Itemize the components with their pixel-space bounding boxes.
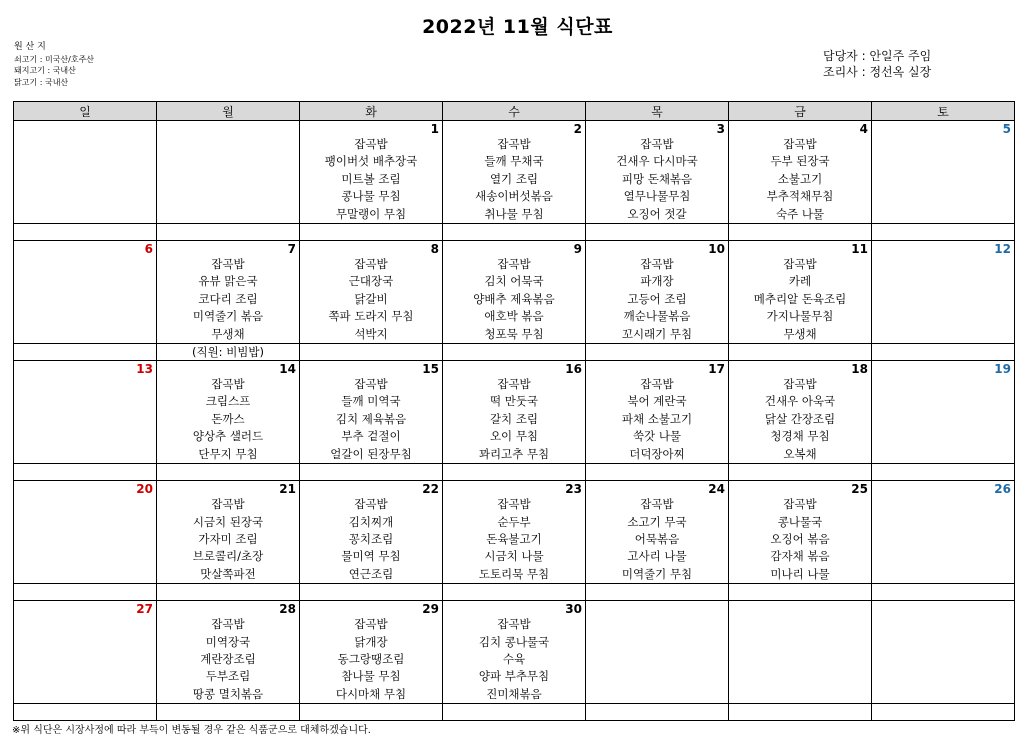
menu-item: 잡곡밥 <box>354 377 388 392</box>
menu-item: 잡곡밥 <box>354 617 388 632</box>
menu-item: 잡곡밥 <box>497 137 531 151</box>
day-number: 20 <box>136 482 153 497</box>
menu-item: 계란장조림 <box>200 651 256 666</box>
menu-item: 잡곡밥 <box>497 617 531 632</box>
note-cell <box>729 464 872 481</box>
note-cell <box>300 344 443 361</box>
note-cell <box>872 584 1015 601</box>
menu-item: 연근조림 <box>348 566 394 581</box>
menu-list <box>300 256 442 343</box>
day-number: 28 <box>279 602 296 617</box>
day-cell <box>443 481 586 584</box>
menu-list <box>300 496 442 583</box>
menu-item: 쑥갓 나물 <box>632 429 682 444</box>
note-cell <box>300 584 443 601</box>
week-row <box>14 601 1015 704</box>
menu-item: 잡곡밥 <box>497 377 531 392</box>
day-cell <box>300 361 443 464</box>
note-cell <box>157 704 300 721</box>
day-number: 24 <box>708 482 725 497</box>
menu-list <box>157 496 299 583</box>
origin-heading: 원 산 지 <box>14 42 46 52</box>
note-cell <box>443 344 586 361</box>
day-number: 7 <box>287 242 296 257</box>
calendar-body <box>14 121 1015 721</box>
menu-item: 어묵볶음 <box>634 531 680 546</box>
week-row <box>14 121 1015 224</box>
menu-list <box>586 376 728 463</box>
menu-item: 잡곡밥 <box>640 497 674 512</box>
menu-item: 무생채 <box>783 326 817 341</box>
menu-item: 근대장국 <box>348 274 394 289</box>
menu-item: 고사리 나물 <box>627 549 687 564</box>
menu-item: 카레 <box>788 274 812 289</box>
menu-item: 양파 부추무침 <box>478 669 550 684</box>
menu-list <box>729 136 871 223</box>
menu-item: 쪽파 도라지 무침 <box>328 309 414 324</box>
day-number: 12 <box>994 242 1011 257</box>
menu-item: 미역줄기 볶음 <box>192 309 264 324</box>
menu-item: 코다리 조림 <box>198 291 258 306</box>
menu-item: 콩나물 무침 <box>341 189 401 204</box>
menu-item: 감자채 볶음 <box>770 549 830 564</box>
weekday-header: 월 <box>157 102 300 121</box>
menu-item: 잡곡밥 <box>783 497 817 512</box>
day-cell <box>729 241 872 344</box>
menu-list <box>443 616 585 703</box>
menu-item: 들깨 무채국 <box>484 154 544 169</box>
menu-item: 들깨 미역국 <box>341 394 401 409</box>
menu-item: 크림스프 <box>205 394 251 409</box>
menu-item: 열무나물무침 <box>623 189 691 204</box>
day-cell <box>872 481 1015 584</box>
menu-item: 건새우 다시마국 <box>616 154 698 169</box>
note-cell <box>729 704 872 721</box>
menu-item: 양상추 샐러드 <box>192 429 264 444</box>
note-row <box>14 584 1015 601</box>
menu-list <box>157 376 299 463</box>
menu-list <box>729 256 871 343</box>
menu-item: 양배추 제육볶음 <box>473 291 555 306</box>
menu-item: 김치 어묵국 <box>484 274 544 289</box>
day-number: 30 <box>565 602 582 617</box>
menu-item: 단무지 무침 <box>198 446 258 461</box>
menu-item: 시금치 나물 <box>484 549 544 564</box>
note-cell <box>14 344 157 361</box>
menu-item: 땅콩 멸치볶음 <box>192 686 264 701</box>
day-number: 15 <box>422 362 439 377</box>
note-cell <box>872 464 1015 481</box>
menu-item: 청경채 무침 <box>770 429 830 444</box>
weekday-header-row <box>14 102 1015 121</box>
day-number: 23 <box>565 482 582 497</box>
weekday-header: 목 <box>586 102 729 121</box>
menu-item: 오복채 <box>783 446 817 461</box>
note-cell <box>157 464 300 481</box>
menu-item: 동그랑땡조림 <box>337 651 405 666</box>
note-cell <box>586 704 729 721</box>
weekday-header: 일 <box>14 102 157 121</box>
day-cell <box>586 241 729 344</box>
menu-list <box>586 256 728 343</box>
menu-item: 물미역 무침 <box>341 549 401 564</box>
day-number <box>729 601 871 616</box>
day-cell <box>14 361 157 464</box>
menu-item: 청포묵 무침 <box>484 326 544 341</box>
day-number: 13 <box>136 362 153 377</box>
note-cell <box>14 704 157 721</box>
menu-item: 순두부 <box>497 514 531 529</box>
menu-item: 열기 조림 <box>489 171 539 186</box>
day-cell <box>872 121 1015 224</box>
week-row <box>14 241 1015 344</box>
note-row <box>14 704 1015 721</box>
menu-item: 잡곡밥 <box>783 137 817 151</box>
menu-item: 석박지 <box>354 326 388 341</box>
menu-item: 잡곡밥 <box>497 497 531 512</box>
meal-calendar <box>13 101 1015 721</box>
origin-line: 쇠고기 : 미국산/호주산 <box>14 54 95 64</box>
day-number: 17 <box>708 362 725 377</box>
staff-info <box>823 48 931 80</box>
menu-item: 애호박 볶음 <box>484 309 544 324</box>
day-number: 2 <box>573 122 582 136</box>
day-cell <box>729 601 872 704</box>
menu-item: 잡곡밥 <box>354 497 388 512</box>
menu-item: 팽이버섯 배추장국 <box>324 154 418 169</box>
menu-item: 김치 제육볶음 <box>335 411 407 426</box>
menu-item: 파개장 <box>640 274 674 289</box>
note-cell <box>586 224 729 241</box>
day-cell <box>729 481 872 584</box>
menu-item: 진미채볶음 <box>486 686 542 701</box>
day-cell <box>729 121 872 224</box>
menu-item: 갈치 조림 <box>489 411 539 426</box>
day-number: 22 <box>422 482 439 497</box>
menu-item: 돈육불고기 <box>486 531 542 546</box>
menu-list <box>729 376 871 463</box>
menu-list <box>443 496 585 583</box>
note-cell <box>14 584 157 601</box>
menu-item: 북어 계란국 <box>627 394 687 409</box>
menu-list <box>729 496 871 583</box>
day-cell <box>443 121 586 224</box>
note-cell <box>300 464 443 481</box>
day-number: 9 <box>573 242 582 257</box>
note-cell <box>586 344 729 361</box>
day-cell <box>443 601 586 704</box>
day-cell <box>586 361 729 464</box>
note-cell <box>443 224 586 241</box>
menu-item: 숙주 나물 <box>775 206 825 221</box>
note-cell <box>872 704 1015 721</box>
menu-item: 무말랭이 무침 <box>335 206 407 221</box>
note-cell <box>157 224 300 241</box>
menu-list <box>300 136 442 223</box>
note-cell: (직원: 비빔밥) <box>157 344 300 361</box>
day-cell <box>157 601 300 704</box>
menu-item: 두부조림 <box>205 669 251 684</box>
menu-item: 더덕장아찌 <box>629 446 685 461</box>
menu-item: 김치찌개 <box>348 514 394 529</box>
day-number: 21 <box>279 482 296 497</box>
note-cell <box>729 584 872 601</box>
day-cell <box>872 601 1015 704</box>
day-number: 25 <box>851 482 868 497</box>
day-cell <box>14 241 157 344</box>
menu-item: 무생채 <box>211 326 245 341</box>
day-number: 14 <box>279 362 296 377</box>
day-cell <box>157 241 300 344</box>
menu-item: 닭개장 <box>354 634 388 649</box>
week-row <box>14 481 1015 584</box>
menu-item: 소불고기 <box>777 171 823 186</box>
day-cell <box>300 481 443 584</box>
menu-item: 오징어 젓갈 <box>627 206 687 221</box>
menu-item: 미역장국 <box>205 634 251 649</box>
menu-item: 파채 소불고기 <box>621 411 693 426</box>
day-number: 10 <box>708 242 725 257</box>
menu-item: 소고기 무국 <box>627 514 687 529</box>
menu-item: 미트볼 조림 <box>341 171 401 186</box>
menu-item: 가지나물무침 <box>766 309 834 324</box>
day-cell <box>586 481 729 584</box>
note-row <box>14 224 1015 241</box>
day-cell <box>443 361 586 464</box>
day-number <box>872 601 1014 616</box>
menu-list <box>300 376 442 463</box>
day-cell <box>14 121 157 224</box>
menu-list <box>586 136 728 223</box>
note-cell <box>586 584 729 601</box>
menu-item: 잡곡밥 <box>211 377 245 392</box>
menu-list <box>300 616 442 703</box>
weekday-header: 토 <box>872 102 1015 121</box>
menu-item: 깨순나물볶음 <box>623 309 691 324</box>
manager-name: 담당자 : 안일주 주임 <box>823 49 932 63</box>
menu-item: 유뷰 맑은국 <box>198 274 258 289</box>
weekday-header: 금 <box>729 102 872 121</box>
menu-item: 잡곡밥 <box>640 377 674 392</box>
day-number: 6 <box>144 242 153 257</box>
note-row <box>14 344 1015 361</box>
note-cell <box>443 464 586 481</box>
day-cell <box>157 361 300 464</box>
menu-item: 미역줄기 무침 <box>621 566 693 581</box>
menu-item: 시금치 된장국 <box>192 514 264 529</box>
day-cell <box>14 481 157 584</box>
cook-name: 조리사 : 정선옥 실장 <box>823 65 932 79</box>
menu-item: 도토리묵 무침 <box>478 566 550 581</box>
note-cell <box>729 224 872 241</box>
menu-item: 잡곡밥 <box>783 377 817 392</box>
menu-list <box>157 616 299 703</box>
menu-item: 가자미 조림 <box>198 531 258 546</box>
menu-item: 브로콜리/초장 <box>192 549 264 564</box>
menu-item: 꼬시래기 무침 <box>621 326 693 341</box>
menu-item: 메추리알 돈육조림 <box>753 291 847 306</box>
note-cell <box>586 464 729 481</box>
day-cell <box>300 601 443 704</box>
day-cell <box>300 241 443 344</box>
menu-item: 취나물 무침 <box>484 206 544 221</box>
note-row <box>14 464 1015 481</box>
menu-item: 잡곡밥 <box>211 257 245 272</box>
menu-item: 맛살쪽파전 <box>200 566 256 581</box>
menu-item: 부추 겉절이 <box>341 429 401 444</box>
day-number: 8 <box>430 242 439 257</box>
menu-list <box>586 496 728 583</box>
menu-item: 미나리 나물 <box>770 566 830 581</box>
day-number: 3 <box>716 122 725 136</box>
note-cell <box>729 344 872 361</box>
menu-item: 꽁치조림 <box>348 531 394 546</box>
weekday-header: 수 <box>443 102 586 121</box>
note-cell <box>443 584 586 601</box>
day-cell <box>300 121 443 224</box>
menu-item: 잡곡밥 <box>640 257 674 272</box>
day-number <box>586 601 728 616</box>
note-cell <box>443 704 586 721</box>
menu-item: 얼갈이 된장무침 <box>330 446 412 461</box>
note-cell <box>872 224 1015 241</box>
day-number: 16 <box>565 362 582 377</box>
menu-item: 오징어 볶음 <box>770 531 830 546</box>
origin-line: 돼지고기 : 국내산 <box>14 66 76 75</box>
note-cell <box>300 224 443 241</box>
weekday-header: 화 <box>300 102 443 121</box>
menu-list <box>443 376 585 463</box>
note-cell <box>14 464 157 481</box>
note-cell <box>14 224 157 241</box>
day-number: 18 <box>851 362 868 377</box>
week-row <box>14 361 1015 464</box>
day-cell <box>586 601 729 704</box>
menu-item: 잡곡밥 <box>783 257 817 272</box>
menu-item: 새송이버섯볶음 <box>475 189 553 204</box>
menu-item: 두부 된장국 <box>770 154 830 169</box>
menu-item: 부추적채무침 <box>766 189 834 204</box>
note-cell <box>157 584 300 601</box>
day-cell <box>14 601 157 704</box>
menu-item: 닭갈비 <box>354 291 388 306</box>
menu-item: 참나물 무침 <box>341 669 401 684</box>
menu-list <box>443 136 585 223</box>
page-title: 2022년 11월 식단표 <box>422 16 613 38</box>
menu-item: 꽈리고추 무침 <box>478 446 550 461</box>
day-cell <box>443 241 586 344</box>
day-number: 27 <box>136 602 153 617</box>
menu-item: 잡곡밥 <box>211 497 245 512</box>
menu-item: 다시마채 무침 <box>335 686 407 701</box>
origin-info <box>14 42 94 88</box>
menu-item: 잡곡밥 <box>354 137 388 151</box>
menu-item: 닭살 간장조림 <box>764 411 836 426</box>
menu-item: 잡곡밥 <box>211 617 245 632</box>
day-number: 26 <box>994 482 1011 497</box>
menu-item: 잡곡밥 <box>354 257 388 272</box>
day-cell <box>157 481 300 584</box>
menu-item: 콩나물국 <box>777 514 823 529</box>
menu-item: 잡곡밥 <box>497 257 531 272</box>
origin-line: 닭고기 : 국내산 <box>14 77 69 87</box>
menu-list <box>443 256 585 343</box>
day-cell <box>872 241 1015 344</box>
menu-item: 고등어 조림 <box>627 291 687 306</box>
day-cell <box>729 361 872 464</box>
day-cell <box>586 121 729 224</box>
day-cell <box>157 121 300 224</box>
note-cell <box>872 344 1015 361</box>
day-number: 4 <box>859 122 868 136</box>
menu-item: 잡곡밥 <box>640 137 674 151</box>
day-number: 1 <box>430 122 439 136</box>
menu-item: 김치 콩나물국 <box>478 634 550 649</box>
note-cell <box>300 704 443 721</box>
menu-item: 수육 <box>502 651 526 666</box>
footnote: ※위 식단은 시장사정에 따라 부득이 변동될 경우 같은 식품군으로 대체하겠습니다. <box>12 725 371 736</box>
menu-item: 오이 무침 <box>489 429 539 444</box>
day-number <box>14 121 156 136</box>
menu-item: 피망 돈채볶음 <box>621 171 693 186</box>
day-number: 5 <box>1002 122 1011 136</box>
day-number: 19 <box>994 362 1011 377</box>
menu-item: 건새우 아욱국 <box>764 394 836 409</box>
menu-item: 떡 만둣국 <box>489 394 539 409</box>
menu-list <box>157 256 299 343</box>
day-number: 11 <box>851 242 868 257</box>
menu-item: 돈까스 <box>211 411 245 426</box>
day-number <box>157 121 299 136</box>
day-number: 29 <box>422 602 439 617</box>
day-cell <box>872 361 1015 464</box>
